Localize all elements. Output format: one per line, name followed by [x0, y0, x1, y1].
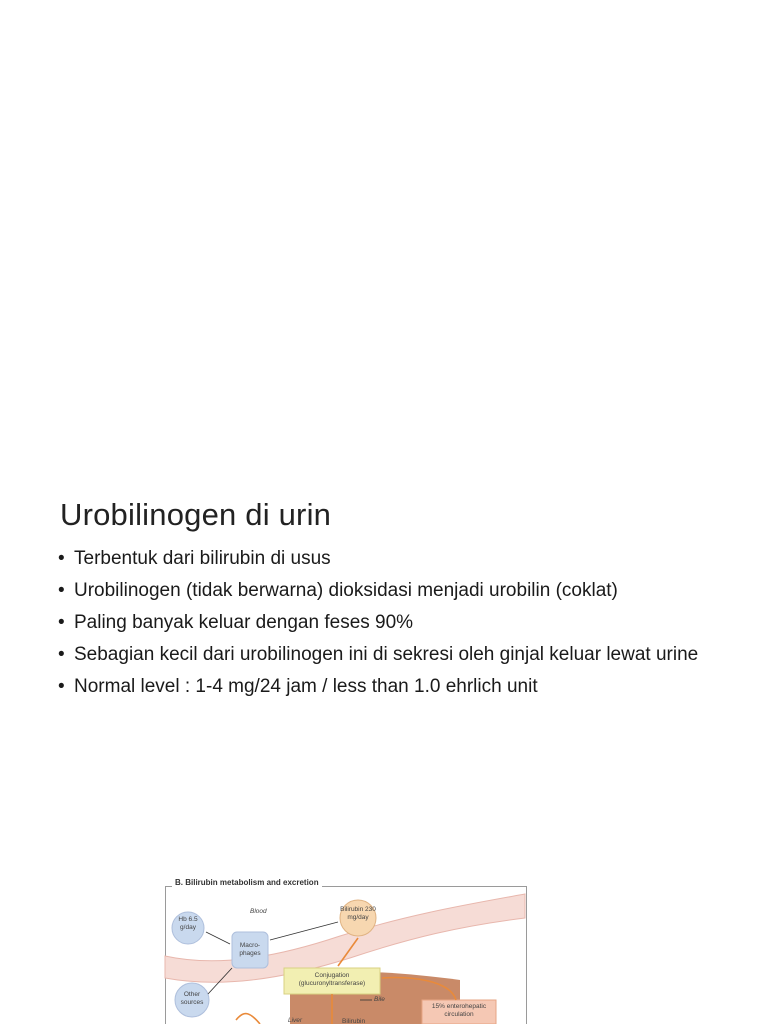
bullet-item: • Urobilinogen (tidak berwarna) dioksidasi menjadi urobilin (coklat): [58, 579, 718, 603]
slide-title: Urobilinogen di urin: [60, 496, 332, 532]
bile-label: Bile: [374, 996, 385, 1003]
bullet-item: • Terbentuk dari bilirubin di usus: [58, 547, 718, 571]
bullet-item: • Paling banyak keluar dengan feses 90%: [58, 611, 718, 635]
arrow: [270, 922, 338, 940]
arrow: [206, 932, 230, 944]
other-sources-label: Other sources: [180, 991, 204, 1006]
figure-diagram: [160, 876, 530, 1024]
conjugation-label: Conjugation (glucuronyltransferase): [298, 972, 366, 987]
blood-label: Blood: [250, 908, 267, 915]
hb-label: Hb 6.5 g/day: [178, 916, 198, 931]
figure-title: B. Bilirubin metabolism and excretion: [172, 878, 322, 887]
bilirubin-metabolism-figure: [160, 876, 530, 1024]
bullet-list: [58, 547, 718, 707]
liver-label: Liver: [288, 1017, 303, 1024]
arrow-orange: [236, 1014, 260, 1024]
macrophages-label: Macro-phages: [239, 942, 261, 957]
bilirubin-lower-label: Bilirubin: [342, 1018, 366, 1024]
bullet-item: • Sebagian kecil dari urobilinogen ini di sekresi oleh ginjal keluar lewat urine: [58, 643, 718, 667]
enterohepatic-label: 15% enterohepatic circulation: [431, 1003, 487, 1018]
bullet-item: • Normal level : 1-4 mg/24 jam / less than 1.0 ehrlich unit: [58, 675, 718, 699]
bilirubin-label: Bilirubin 230 mg/day: [340, 906, 376, 921]
